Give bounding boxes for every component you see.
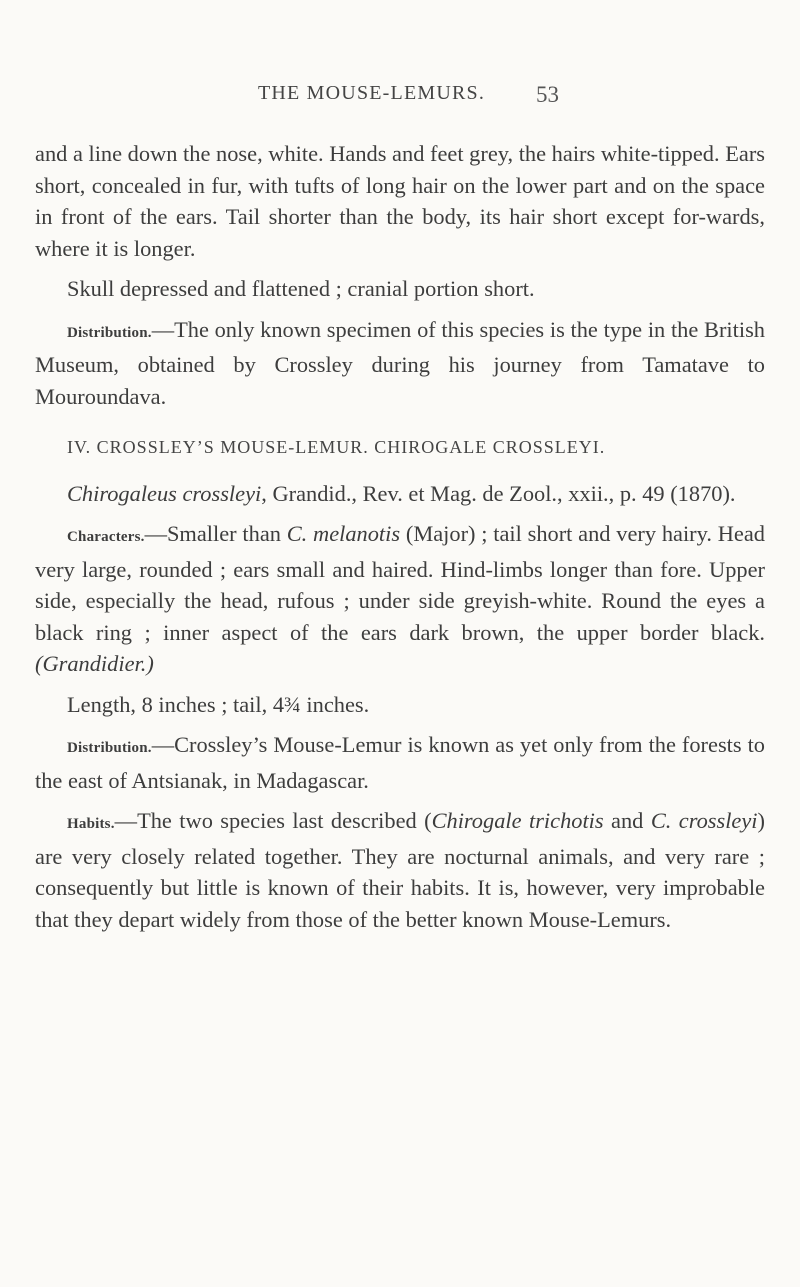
paragraph-synonym	[35, 478, 765, 510]
paragraph-spacer	[35, 509, 765, 518]
page-number: 53	[536, 82, 559, 107]
body-text	[35, 138, 765, 935]
paragraph-spacer	[35, 720, 765, 729]
paragraph-distribution-second	[35, 729, 765, 796]
habits-species-name-1: Chirogale trichotis	[431, 808, 604, 833]
characters-label: Characters.	[67, 529, 145, 545]
paragraph-description-continuation: and a line down the nose, white. Hands and feet grey, the hairs white-tipped. Ears short, concealed in fur, with tufts of long hair on the lower part and on the space in front of the ears. Tail shorter than the body, its hair short except for-wards, where it is longer.	[35, 141, 765, 261]
paragraph-skull: Skull depressed and flattened ; cranial portion short.	[67, 276, 535, 301]
paragraph-length: Length, 8 inches ; tail, 4¾ inches.	[67, 691, 370, 717]
distribution-text: —Crossley’s Mouse-Lemur is known as yet only from the forests to the east of Antsianak, in Madagascar.	[35, 732, 765, 793]
characters-text-part-2: (Major) ; tail short and very hairy. Head very large, rounded ; ears small and haired. Hind-limbs longer than fore. Upper side, especially the head, rufous ; under side greyish-white. Round the eyes a black ring ; inner aspect of the ears dark brown, the upper border black.	[35, 521, 765, 645]
distribution-label: Distribution.	[67, 740, 152, 756]
paragraph-characters	[35, 518, 765, 680]
distribution-label: Distribution.	[67, 324, 152, 341]
characters-citation: (Grandidier.)	[35, 651, 154, 676]
distribution-text: —The only known specimen of this species is the type in the British Museum, obtained by Crossley during his journey from Tamatave to Mouroundava.	[35, 316, 765, 409]
synonym-name: Chirogaleus crossleyi	[67, 480, 262, 506]
paragraph-distribution-first	[35, 314, 765, 413]
paragraph-spacer	[35, 796, 765, 805]
paragraph-spacer	[35, 264, 765, 273]
habits-text-part-3: ) are very closely related together. They are nocturnal animals, and very rare ; consequently but little is known of their habits. It is, however, very improbable that they depart widely from those of the better known Mouse-Lemurs.	[35, 808, 765, 932]
habits-species-name-2: C. crossleyi	[650, 808, 758, 833]
section-heading: IV. CROSSLEY’S MOUSE-LEMUR. CHIROGALE CROSSLEYI.	[67, 437, 606, 457]
running-title: THE MOUSE-LEMURS.	[258, 82, 486, 104]
characters-text-part-1: —Smaller than	[144, 521, 287, 546]
characters-species-name: C. melanotis	[286, 521, 401, 546]
habits-text-part-2: and	[603, 808, 651, 833]
habits-text-part-1: —The two species last described (	[114, 808, 432, 833]
synonym-reference: , Grandid., Rev. et Mag. de Zool., xxii., p. 49 (1870).	[261, 480, 736, 506]
paragraph-spacer	[35, 680, 765, 689]
habits-label: Habits.	[67, 816, 115, 832]
paragraph-habits	[35, 805, 765, 935]
paragraph-spacer	[35, 305, 765, 314]
